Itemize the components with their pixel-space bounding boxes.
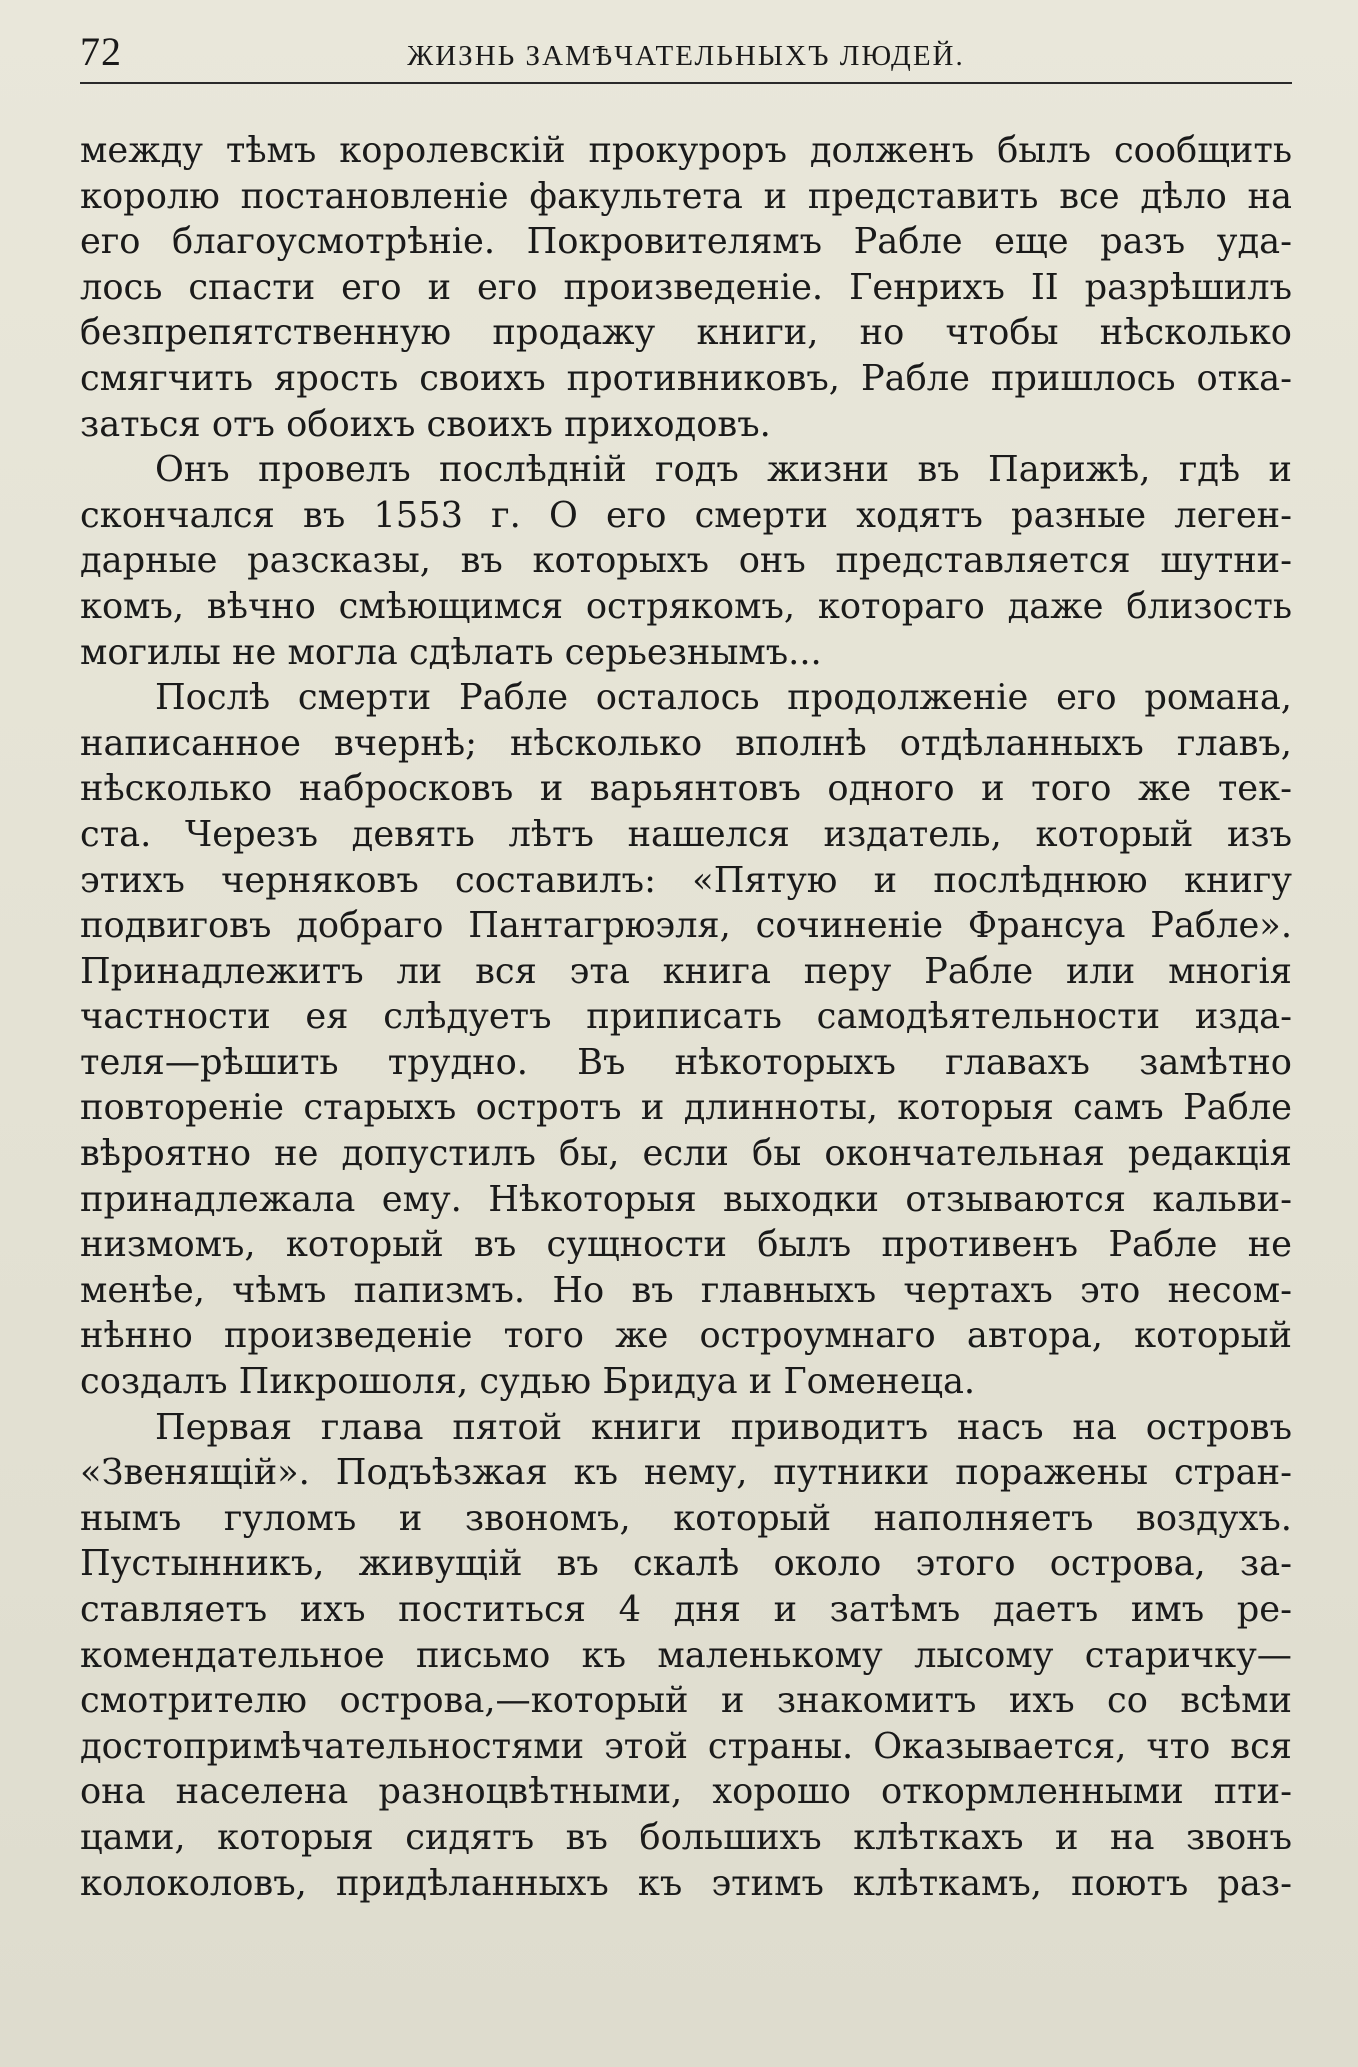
text-line: вѣроятно не допустилъ бы, если бы окончательная редакція <box>80 1133 1292 1175</box>
running-head <box>80 28 1292 84</box>
text-line: Пустынникъ, живущій въ скалѣ около этого острова, за- <box>80 1543 1292 1585</box>
text-line: цами, которыя сидятъ въ большихъ клѣткахъ и на звонъ <box>80 1816 1292 1858</box>
text-line: заться отъ обоихъ своихъ приходовъ. <box>80 403 771 445</box>
text-line: смягчить ярость своихъ противниковъ, Рабле пришлось отка- <box>80 357 1292 399</box>
text-line: написанное вчернѣ; нѣсколько вполнѣ отдѣланныхъ главъ, <box>80 722 1292 764</box>
text-line: лось спасти его и его произведеніе. Генрихъ II разрѣшилъ <box>80 266 1292 308</box>
text-line: теля—рѣшить трудно. Въ нѣкоторыхъ главахъ замѣтно <box>80 1041 1292 1083</box>
text-line: этихъ черняковъ составилъ: «Пятую и послѣднюю книгу <box>80 859 1292 901</box>
text-line: создалъ Пикрошоля, судью Бридуа и Гоменеца. <box>80 1361 976 1403</box>
paragraph <box>80 675 1292 1405</box>
text-line: подвиговъ добраго Пантагрюэля, сочиненіе Франсуа Рабле». <box>80 905 1292 947</box>
text-line: нѣнно произведеніе того же остроумнаго автора, который <box>80 1315 1292 1357</box>
text-line: Онъ провелъ послѣдній годъ жизни въ Парижѣ, гдѣ и <box>155 449 1292 491</box>
text-line: принадлежала ему. Нѣкоторыя выходки отзываются кальви- <box>80 1178 1292 1220</box>
running-title: ЖИЗНЬ ЗАМѢЧАТЕЛЬНЫХЪ ЛЮДЕЙ. <box>407 40 965 72</box>
text-line: «Звенящій». Подъѣзжая къ нему, путники поражены стран- <box>80 1452 1292 1494</box>
text-line: она населена разноцвѣтными, хорошо откормленными пти- <box>80 1771 1292 1813</box>
text-line: Принадлежитъ ли вся эта книга перу Рабле или многія <box>80 950 1292 992</box>
text-line: ста. Черезъ девять лѣтъ нашелся издатель, который изъ <box>80 813 1292 855</box>
text-line: между тѣмъ королевскій прокуроръ долженъ былъ сообщить <box>80 130 1292 171</box>
text-line: ставляетъ ихъ поститься 4 дня и затѣмъ даетъ имъ ре- <box>80 1589 1292 1630</box>
text-line: его благоусмотрѣніе. Покровителямъ Рабле еще разъ уда- <box>80 221 1292 263</box>
text-line: Послѣ смерти Рабле осталось продолженіе его романа, <box>155 677 1292 719</box>
text-line: смотрителю острова,—который и знакомитъ ихъ со всѣми <box>80 1680 1292 1722</box>
text-line: королю постановленіе факультета и представить все дѣло на <box>80 175 1292 217</box>
text-line: колоколовъ, придѣланныхъ къ этимъ клѣткамъ, поютъ раз- <box>80 1862 1292 1904</box>
text-line: достопримѣчательностями этой страны. Оказывается, что вся <box>80 1725 1292 1767</box>
page-number: 72 <box>80 29 122 74</box>
text-line: комендательное письмо къ маленькому лысому старичку— <box>80 1634 1292 1676</box>
text-line: дарные разсказы, въ которыхъ онъ представляется шутни- <box>80 540 1292 582</box>
text-line: менѣе, чѣмъ папизмъ. Но въ главныхъ чертахъ это несом- <box>80 1269 1292 1311</box>
body-text <box>80 128 1292 1906</box>
paragraph <box>80 128 1292 447</box>
paragraph <box>80 447 1292 675</box>
text-line: нѣсколько набросковъ и варьянтовъ одного и того же тек- <box>80 768 1292 810</box>
paragraph <box>80 1405 1292 1907</box>
text-line: повтореніе старыхъ остротъ и длинноты, которыя самъ Рабле <box>80 1087 1292 1129</box>
text-line: безпрепятственную продажу книги, но чтобы нѣсколько <box>80 312 1292 354</box>
text-line: скончался въ 1553 г. О его смерти ходятъ разные леген- <box>80 494 1292 536</box>
text-line: могилы не могла сдѣлать серьезнымъ... <box>80 631 822 673</box>
text-line: нымъ гуломъ и звономъ, который наполняетъ воздухъ. <box>80 1497 1292 1539</box>
text-line: низмомъ, который въ сущности былъ противенъ Рабле не <box>80 1224 1292 1266</box>
text-line: частности ея слѣдуетъ приписать самодѣятельности изда- <box>80 996 1292 1038</box>
text-line: Первая глава пятой книги приводитъ насъ на островъ <box>155 1406 1292 1448</box>
text-line: комъ, вѣчно смѣющимся острякомъ, котораго даже близость <box>80 585 1292 627</box>
